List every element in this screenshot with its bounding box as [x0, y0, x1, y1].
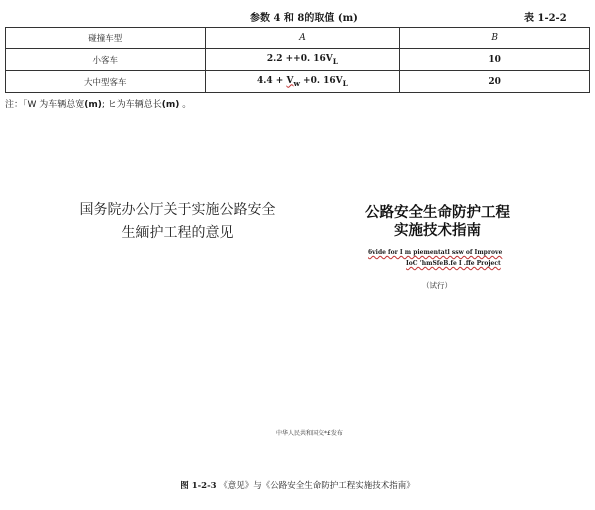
formula-subscript: L: [342, 78, 348, 88]
left-title-line: 生緬护工程的意见: [121, 225, 234, 241]
left-document-title: [60, 199, 295, 245]
formula-var-subscript: w: [293, 78, 300, 88]
parameter-table: [5, 27, 590, 93]
table-header-row: [6, 28, 590, 49]
note-unit: (m): [161, 100, 180, 110]
table-caption-row: [0, 9, 595, 25]
note-text: ; ヒ为车辆总长: [101, 100, 162, 110]
note-unit: (m): [84, 100, 102, 110]
table-row: [6, 71, 590, 93]
right-title-line: 实施技术指南: [394, 223, 481, 239]
table-title: 参数 4 和 8的取值 (m): [250, 13, 358, 24]
formula-text: +0. 16V: [299, 75, 343, 86]
header-b: B: [400, 28, 590, 49]
formula-text: 4.4 +: [256, 75, 287, 86]
header-a: A: [205, 28, 400, 49]
note-text: 注：「W 为车辆总宽: [5, 100, 85, 110]
table-number: 表 1-2-2: [524, 13, 567, 24]
trial-label: （试行）: [422, 281, 452, 290]
formula-subscript: L: [332, 56, 339, 66]
table-row: [6, 49, 590, 71]
english-subtitle-line: 6vide for I m piementatl ssw of Improve: [368, 249, 503, 256]
table-note: [5, 97, 191, 110]
cell-b-value: 20: [400, 71, 590, 93]
header-vehicle-type: 碰撞车型: [6, 28, 206, 49]
formula-text: 2.2 ++0. 16V: [266, 53, 333, 64]
figure-number: 图 1-2-3: [180, 481, 217, 491]
publisher-line: 中华人民共和国交*£发布: [276, 430, 343, 437]
left-title-line: 国务院办公厅关于实施公路安全: [79, 202, 276, 218]
cell-a-formula: [205, 71, 400, 93]
cell-a-formula: [205, 49, 400, 71]
right-document-title: [350, 204, 525, 240]
cell-vehicle-type: 小客车: [6, 49, 206, 71]
formula-var: [286, 76, 299, 86]
figure-caption: [0, 479, 595, 491]
formula-var-text: V: [286, 75, 294, 86]
english-subtitle-line: IoC ’hmSfeB.fe I .ffe Project: [406, 260, 501, 267]
note-text: 。: [179, 100, 192, 110]
right-title-line: 公路安全生命防护工程: [365, 205, 510, 221]
cell-vehicle-type: 大中型客车: [6, 71, 206, 93]
cell-b-value: 10: [400, 49, 590, 71]
figure-caption-text: 《意见》与《公路安全生命防护工程实施技术指南》: [219, 481, 415, 491]
